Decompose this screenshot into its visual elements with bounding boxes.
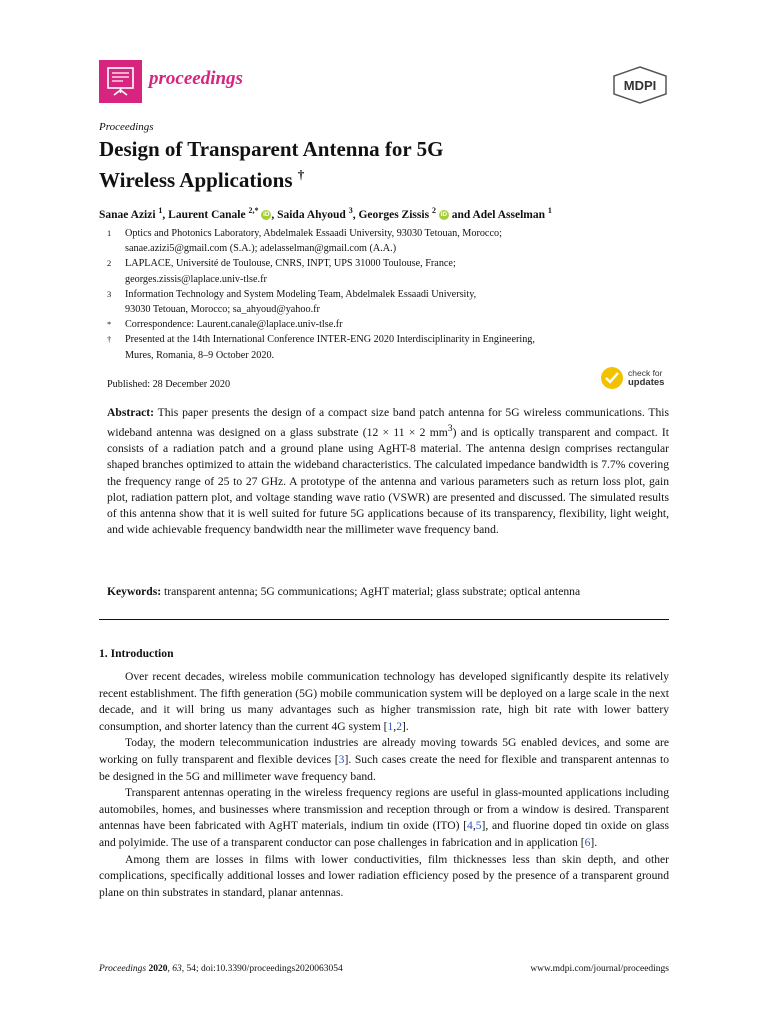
affiliation-mark: 2 xyxy=(107,258,112,269)
author-list xyxy=(99,206,679,221)
author-affiliation-mark: 1 xyxy=(547,206,552,215)
paragraph-text: , xyxy=(393,719,397,733)
body-paragraph xyxy=(99,852,669,902)
abstract-sup: 3 xyxy=(447,423,453,435)
affiliation-text: 93030 Tetouan, Morocco; sa_ahyoud@yahoo.fr xyxy=(125,304,320,316)
affiliation-row xyxy=(99,302,669,317)
affiliation-row xyxy=(99,348,669,363)
footer-url[interactable]: www.mdpi.com/journal/proceedings xyxy=(530,964,669,974)
footer-volume: 63 xyxy=(172,964,182,974)
paragraph-text: ]. xyxy=(590,835,598,849)
author-affiliation-mark: 2 xyxy=(431,206,436,215)
paper-title xyxy=(99,136,659,193)
body-paragraph xyxy=(99,785,669,851)
affiliation-row xyxy=(99,241,669,256)
paragraph-text: , xyxy=(472,819,476,833)
check-for-updates-button[interactable] xyxy=(601,367,671,391)
affiliation-text: Presented at the 14th International Conference INTER-ENG 2020 Interdisciplinarity in Engineering, xyxy=(125,334,535,346)
paragraph-text: Over recent decades, wireless mobile communication technology has developed significantly despite its relatively recent establishment. The fifth generation (5G) mobile communication system will be deployed on a large scale in the next decade, and it will bring us many advantages such as higher transmission rate, high bit rate with lower battery consumption, and shorter latency than the current 4G system [ xyxy=(99,670,669,733)
author-name: Sanae Azizi xyxy=(99,208,156,221)
section-heading: 1. Introduction xyxy=(99,647,174,660)
footer-citation: Proceedings 2020, 63, 54; doi:10.3390/proceedings2020063054 xyxy=(99,964,343,974)
affiliation-mark xyxy=(99,272,125,287)
affiliation-text: Information Technology and System Modeling Team, Abdelmalek Essaadi University, xyxy=(125,288,477,300)
citation-link[interactable]: 6 xyxy=(584,835,591,849)
affiliation-text: sanae.azizi5@gmail.com (S.A.); adelasselman@gmail.com (A.A.) xyxy=(125,243,397,255)
citation-link[interactable]: 1 xyxy=(387,719,394,733)
proceedings-logo-icon xyxy=(99,60,142,103)
title-line-1: Design of Transparent Antenna for 5G xyxy=(99,137,444,161)
affiliation-mark: 1 xyxy=(107,228,112,238)
mdpi-logo-icon[interactable] xyxy=(611,66,669,104)
affiliation-row xyxy=(99,332,669,347)
check-updates-line2: updates xyxy=(628,377,665,388)
affiliation-row xyxy=(99,317,669,332)
author-name: Saida Ahyoud xyxy=(277,208,346,221)
title-line-2: Wireless Applications xyxy=(99,168,293,192)
author-name: Laurent Canale xyxy=(168,208,246,221)
paragraph-text: ], and fluorine doped tin oxide on glass and polyimide. The use of a transparent conductor can pose challenges in fabrication and in application [ xyxy=(99,819,669,849)
affiliation-mark xyxy=(99,302,125,317)
paragraph-text: ]. Such cases create the need for flexible and transparent antennas to be designed in the 5G and millimeter wave frequency band. xyxy=(99,752,669,783)
affiliation-text: Optics and Photonics Laboratory, Abdelmalek Essaadi University, 93030 Tetouan, Morocco; xyxy=(125,228,502,239)
paragraph-text: Today, the modern telecommunication industries are already moving towards 5G enabled devices, and some are working on fully transparent and flexible devices [ xyxy=(99,736,669,766)
affiliation-row xyxy=(99,272,669,287)
affiliation-text: LAPLACE, Université de Toulouse, CNRS, INPT, UPS 31000 Toulouse, France; xyxy=(125,258,456,270)
affiliation-mark: 3 xyxy=(107,288,112,299)
keywords-text: transparent antenna; 5G communications; AgHT material; glass substrate; optical antenna xyxy=(161,585,581,598)
body-paragraph xyxy=(99,669,669,735)
journal-name: Proceedings xyxy=(99,121,154,133)
mdpi-logo-text: MDPI xyxy=(623,78,657,93)
affiliation-mark: † xyxy=(107,334,112,345)
author-name: Adel Asselman xyxy=(472,208,546,221)
orcid-icon[interactable]: iD xyxy=(263,211,270,219)
check-updates-icon xyxy=(601,367,623,389)
citation-link[interactable]: 2 xyxy=(396,719,402,733)
author-affiliation-mark: 3 xyxy=(348,206,353,215)
affiliation-row xyxy=(99,256,669,271)
paragraph-text: ]. xyxy=(401,719,409,733)
affiliation-row xyxy=(99,287,669,302)
affiliation-text: Correspondence: Laurent.canale@laplace.univ-tlse.fr xyxy=(125,319,343,331)
published-date: Published: 28 December 2020 xyxy=(107,379,231,390)
paragraph-text: Among them are losses in films with lower conductivities, film thicknesses less than skin depth, and other complications, specifically additional losses and lower radiation efficiency posed by the presence of a transparent ground plane on thin substrates in standard, planar antennas. xyxy=(99,852,669,899)
footer-journal: Proceedings xyxy=(99,964,147,974)
title-dagger: † xyxy=(297,167,305,182)
author-separator: and xyxy=(448,208,473,221)
body-paragraph xyxy=(99,735,669,785)
author-affiliation-mark: 1 xyxy=(158,206,163,215)
journal-brand[interactable]: proceedings xyxy=(149,68,243,89)
keywords-label: Keywords: xyxy=(107,585,162,598)
citation-link[interactable]: 4 xyxy=(467,819,473,833)
author-separator: , xyxy=(271,208,278,221)
keywords xyxy=(107,584,669,600)
abstract xyxy=(107,405,669,538)
author-separator: , xyxy=(352,208,359,221)
abstract-text-1: This paper presents the design of a compact size band patch antenna for 5G wireless communications. This wideband antenna was designed on a glass substrate (12 × 11 × 2 mm xyxy=(107,406,669,440)
affiliations xyxy=(99,226,669,363)
introduction-body xyxy=(99,669,669,901)
affiliation-text: Mures, Romania, 8–9 October 2020. xyxy=(125,349,275,361)
citation-link[interactable]: 3 xyxy=(338,752,345,766)
author-affiliation-mark: 2,* xyxy=(248,206,259,215)
affiliation-row xyxy=(99,226,669,241)
affiliation-text: georges.zissis@laplace.univ-tlse.fr xyxy=(125,273,267,285)
orcid-icon[interactable]: iD xyxy=(440,211,448,219)
affiliation-mark: * xyxy=(107,319,112,330)
footer-year: 2020 xyxy=(148,964,168,974)
citation-link[interactable]: 5 xyxy=(475,819,482,833)
author-name: Georges Zissis xyxy=(358,208,430,221)
affiliation-mark xyxy=(99,348,125,363)
footer-doi: , 54; doi:10.3390/proceedings2020063054 xyxy=(181,964,343,974)
abstract-text-2: ) and is optically transparent and compact. It consists of a radiation patch and a ground plane using AgHT-8 material. The antenna design comprises rectangular shaped branches optimized to attain the wideband characteristics. The calculated impedance bandwidth is 7.7% covering the frequency range of 25 to 27 GHz. A prototype of the antenna and various parameters such as return loss plot, gain plot, radiation pattern plot, and voltage standing wave ratio (VSWR) are presented and discussed. The simulated results of this antenna show that it is well suited for future 5G applications because of its transparency, flexibility, light weight, and wide achievable frequency bandwidth near the millimeter wave frequency band. xyxy=(107,426,669,537)
abstract-label: Abstract: xyxy=(107,406,155,419)
check-updates-line1: check for xyxy=(628,368,663,378)
paragraph-text: Transparent antennas operating in the wireless frequency regions are useful in glass-mounted applications including automobiles, homes, and businesses where transmission and reception through or from a window is desired. Transparent antennas have been fabricated with AgHT materials, indium tin oxide (ITO) [ xyxy=(99,786,669,833)
author-separator: , xyxy=(162,208,169,221)
section-divider xyxy=(99,619,669,620)
affiliation-mark xyxy=(99,241,125,256)
